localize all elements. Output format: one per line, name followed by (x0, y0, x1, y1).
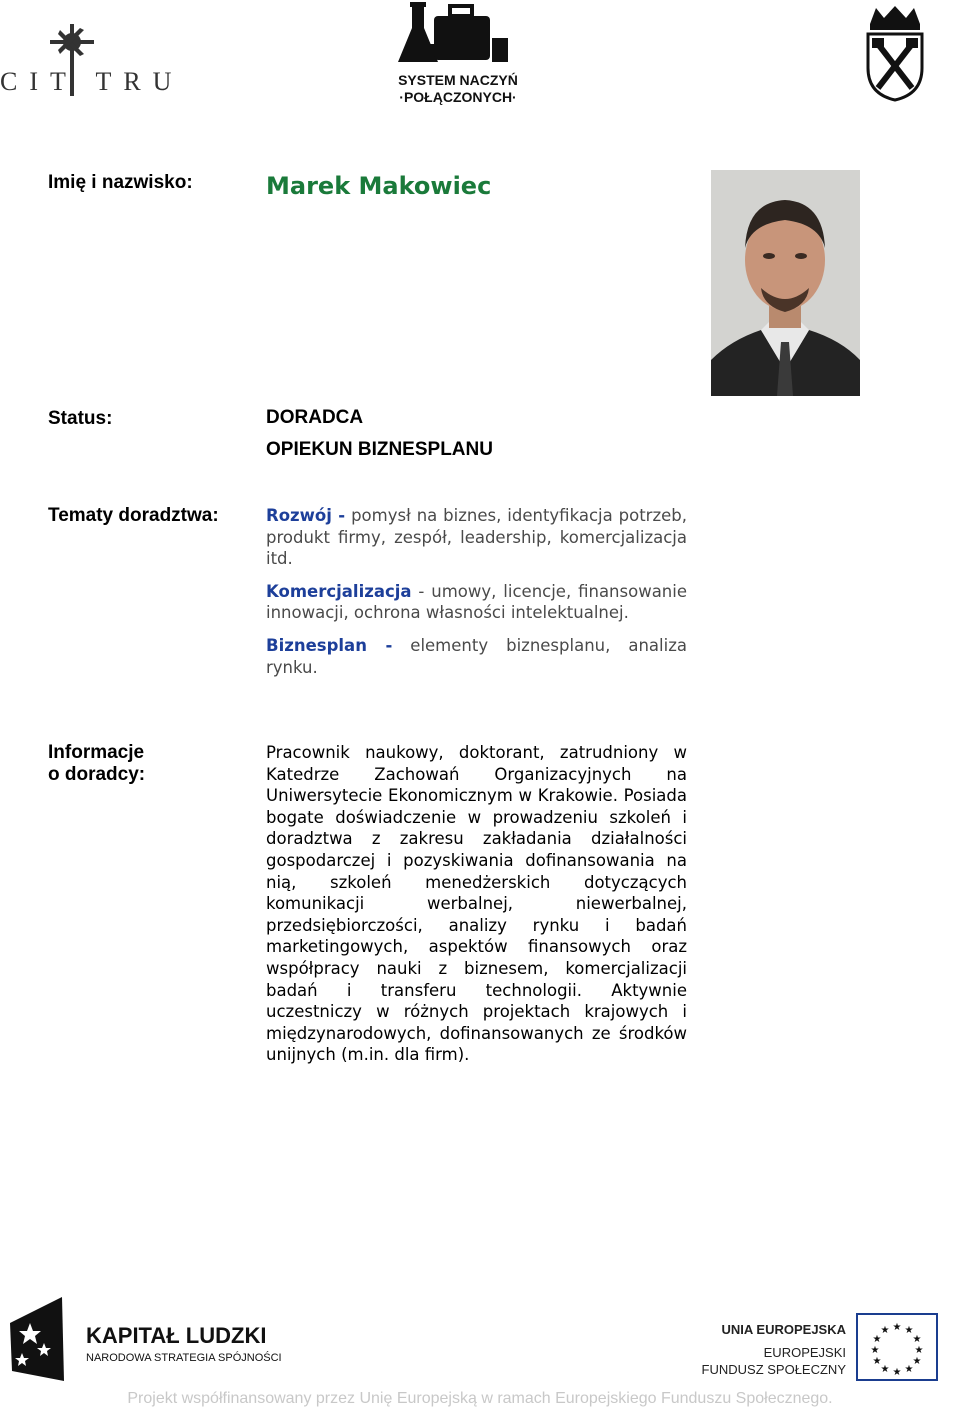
svg-text:★: ★ (892, 1367, 902, 1378)
advisor-name: Marek Makowiec (266, 172, 492, 200)
name-label: Imię i nazwisko: (48, 172, 193, 193)
status-line-business-plan: OPIEKUN BIZNESPLANU (266, 439, 493, 460)
info-label-line1: Informacje (48, 742, 145, 763)
university-crest-icon (862, 4, 928, 102)
cofinanced-note: Projekt współfinansowany przez Unię Europejską w ramach Europejskiego Funduszu Społecznego. (127, 1390, 833, 1407)
svg-text:★: ★ (912, 1356, 922, 1367)
system-naczyn-logo (388, 0, 528, 112)
svg-text:★: ★ (904, 1364, 914, 1375)
topic-text: elementy biznesplanu, analiza rynku. (266, 635, 687, 677)
svg-text:★: ★ (892, 1322, 902, 1333)
cittru-logo-text: CIT TRU (0, 67, 184, 96)
kapital-ludzki-logo (0, 1293, 290, 1383)
kl-subtitle: NARODOWA STRATEGIA SPÓJNOŚCI (86, 1352, 282, 1364)
advisor-photo (711, 170, 860, 396)
eu-fund-text (700, 1321, 846, 1378)
status-values (266, 402, 493, 466)
svg-text:★: ★ (904, 1325, 914, 1336)
kl-title: KAPITAŁ LUDZKI (86, 1323, 267, 1348)
topic-item (266, 505, 687, 570)
eu-line2: EUROPEJSKI (763, 1345, 846, 1360)
info-label-line2: o doradcy: (48, 764, 146, 785)
info-label (48, 742, 145, 786)
eu-flag-icon (856, 1313, 938, 1381)
topic-text: - umowy, licencje, finansowanie innowacji, ochrona własności intelektualnej. (266, 581, 687, 623)
svg-text:★: ★ (870, 1345, 880, 1356)
svg-text:★: ★ (872, 1334, 882, 1345)
topic-title: Rozwój - (266, 506, 346, 525)
status-line-advisor: DORADCA (266, 407, 364, 428)
svg-text:★: ★ (880, 1325, 890, 1336)
svg-text:★: ★ (914, 1345, 924, 1356)
eu-line1: UNIA EUROPEJSKA (721, 1322, 846, 1337)
topic-title: Biznesplan - (266, 635, 393, 655)
svg-text:★: ★ (912, 1334, 922, 1345)
topics-list (266, 505, 687, 689)
eu-line3: FUNDUSZ SPOŁECZNY (701, 1362, 846, 1377)
topic-item (266, 581, 687, 624)
svg-text:★: ★ (872, 1356, 882, 1367)
advisor-bio: Pracownik naukowy, doktorant, zatrudniony w Katedrze Zachowań Organizacyjnych na Uniwersytecie Ekonomicznym w Krakowie. Posiada bogate doświadczenie w prowadzeniu szkoleń i doradztwa z zakresu zakładania działalności gospodarczej i pozyskiwania dofinansowania na nią, szkoleń menedżerskich dotyczących komunikacji werbalnej, niewerbalnej, przedsiębiorczości, analizy rynku i badań marketingowych, aspektów finansowych oraz współpracy nauki z biznesem, komercjalizacji badań i transferu technologii. Aktywnie uczestniczy w różnych projektach krajowych i międzynarodowych, dofinansowanych ze środków unijnych (m.in. dla firm). (266, 743, 687, 1065)
system-naczyn-line1: SYSTEM NACZYŃ (398, 72, 518, 88)
topic-item (266, 635, 687, 678)
svg-text:★: ★ (880, 1364, 890, 1375)
topic-title: Komercjalizacja (266, 581, 412, 601)
system-naczyn-line2: ·POŁĄCZONYCH· (399, 89, 517, 105)
cittru-logo (0, 20, 184, 100)
status-label: Status: (48, 408, 113, 429)
topic-text: pomysł na biznes, identyfikacja potrzeb, produkt firmy, zespół, leadership, komercjalizacja itd. (266, 506, 687, 569)
topics-label: Tematy doradztwa: (48, 505, 219, 526)
